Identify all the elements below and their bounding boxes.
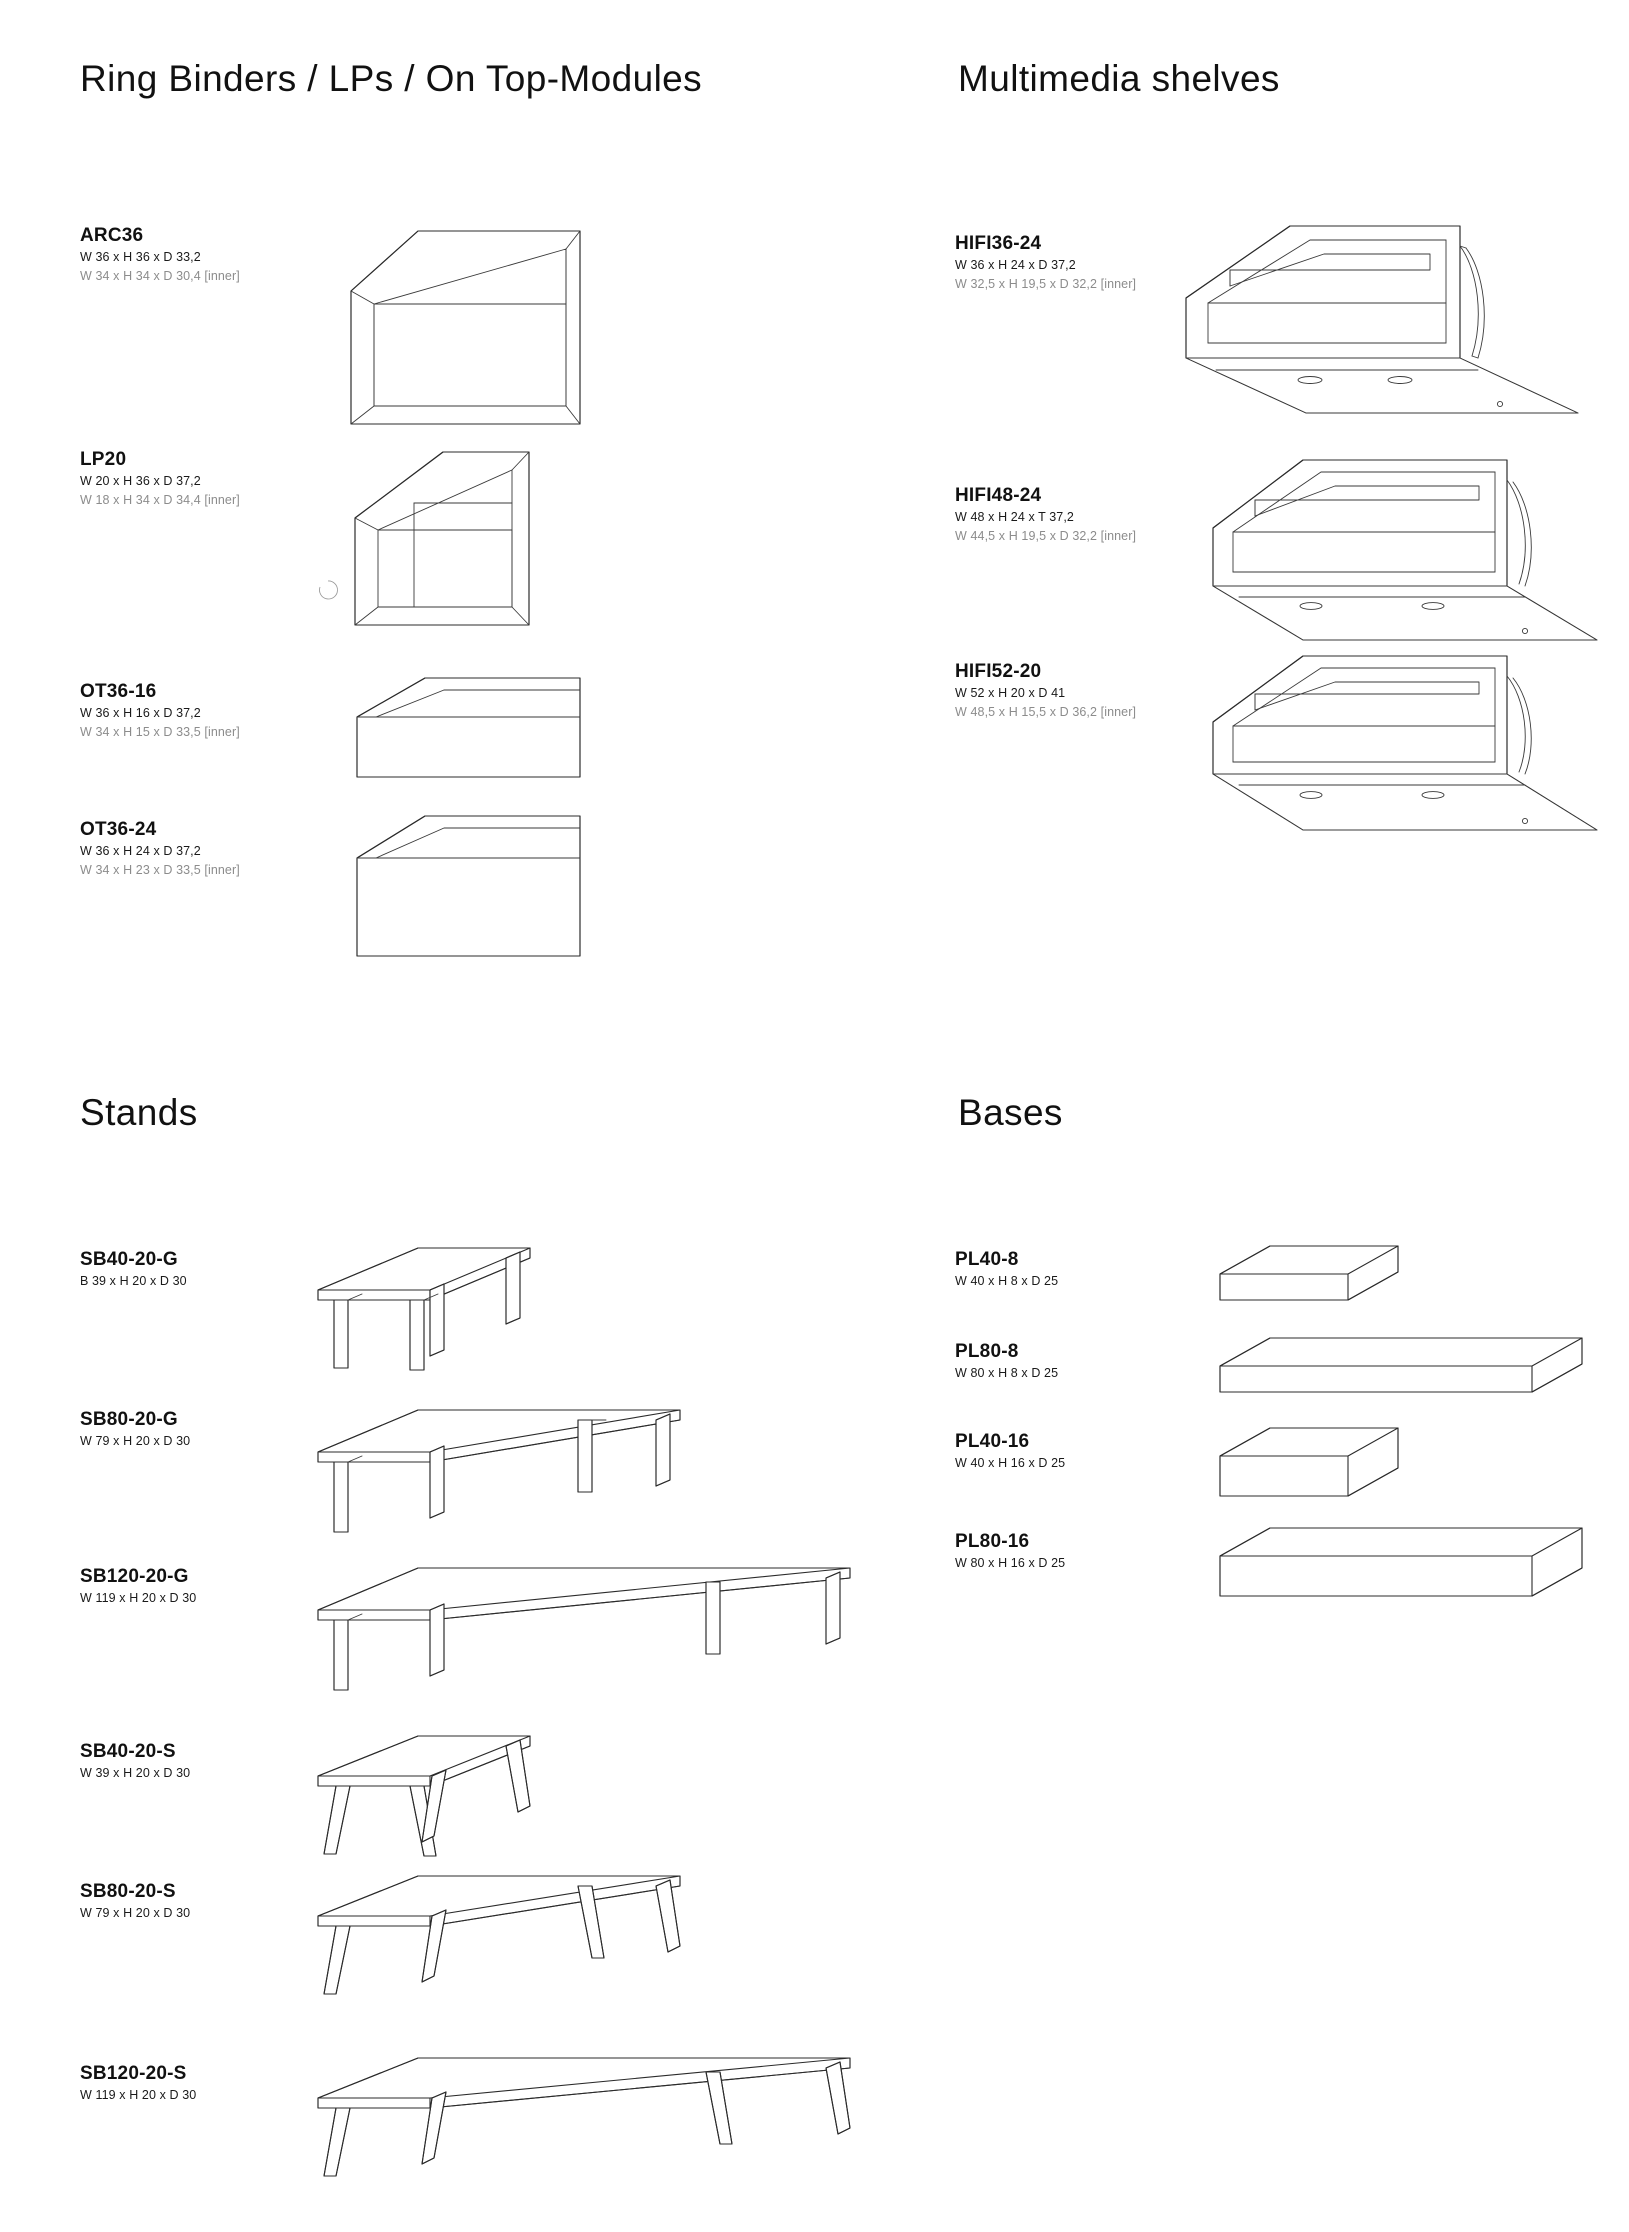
figure-sb80-20-s bbox=[310, 1870, 770, 2030]
figure-pl80-16 bbox=[1212, 1518, 1612, 1628]
item-dim-inner: W 34 x H 34 x D 30,4 [inner] bbox=[80, 268, 240, 283]
section-title-multimedia: Multimedia shelves bbox=[958, 58, 1280, 99]
item-code: PL40-16 bbox=[955, 1431, 1030, 1452]
figure-arc36 bbox=[338, 218, 598, 448]
item-dim-outer: W 80 x H 8 x D 25 bbox=[955, 1365, 1059, 1380]
item-label-lp20 bbox=[80, 448, 240, 509]
figure-lp20 bbox=[310, 440, 610, 660]
item-dim-outer: W 36 x H 24 x D 37,2 bbox=[80, 843, 201, 858]
figure-hifi36-24 bbox=[1178, 208, 1598, 428]
item-code: PL40-8 bbox=[955, 1249, 1019, 1270]
figure-pl40-8 bbox=[1212, 1238, 1512, 1328]
item-label-sb120-20-s bbox=[80, 2062, 196, 2105]
figure-pl80-8 bbox=[1212, 1330, 1612, 1420]
item-label-pl80-8 bbox=[955, 1340, 1058, 1383]
item-code: HIFI52-20 bbox=[955, 661, 1042, 682]
item-label-pl40-8 bbox=[955, 1248, 1058, 1291]
item-dim-outer: W 119 x H 20 x D 30 bbox=[80, 2087, 197, 2102]
item-label-sb120-20-g bbox=[80, 1565, 196, 1608]
figure-sb120-20-s bbox=[310, 2052, 910, 2222]
item-dim-outer: W 36 x H 24 x D 37,2 bbox=[955, 257, 1076, 272]
item-dim-outer: W 36 x H 16 x D 37,2 bbox=[80, 705, 201, 720]
figure-hifi48-24 bbox=[1207, 440, 1607, 660]
item-code: OT36-24 bbox=[80, 819, 157, 840]
item-label-sb40-20-g bbox=[80, 1248, 187, 1291]
item-dim-inner: W 34 x H 23 x D 33,5 [inner] bbox=[80, 862, 240, 877]
item-dim-inner: W 32,5 x H 19,5 x D 32,2 [inner] bbox=[955, 276, 1137, 291]
item-code: OT36-16 bbox=[80, 681, 157, 702]
item-code: SB80-20-G bbox=[80, 1409, 178, 1430]
item-dim-outer: W 48 x H 24 x T 37,2 bbox=[955, 509, 1074, 524]
item-dim-outer: W 36 x H 36 x D 33,2 bbox=[80, 249, 201, 264]
figure-sb120-20-g bbox=[310, 1558, 910, 1723]
item-code: SB80-20-S bbox=[80, 1881, 176, 1902]
figure-sb40-20-g bbox=[310, 1240, 640, 1405]
item-code: HIFI48-24 bbox=[955, 485, 1042, 506]
item-code: PL80-16 bbox=[955, 1531, 1030, 1552]
figure-ot36-24 bbox=[338, 808, 608, 978]
item-code: PL80-8 bbox=[955, 1341, 1019, 1362]
item-label-pl80-16 bbox=[955, 1530, 1065, 1573]
figure-pl40-16 bbox=[1212, 1418, 1512, 1528]
item-label-arc36 bbox=[80, 224, 240, 285]
item-dim-inner: W 44,5 x H 19,5 x D 32,2 [inner] bbox=[955, 528, 1137, 543]
item-label-sb80-20-s bbox=[80, 1880, 190, 1923]
figure-sb40-20-s bbox=[310, 1730, 640, 1890]
item-label-hifi36-24 bbox=[955, 232, 1136, 293]
figure-ot36-16 bbox=[338, 672, 608, 802]
figure-sb80-20-g bbox=[310, 1400, 770, 1565]
item-label-sb40-20-s bbox=[80, 1740, 190, 1783]
item-label-sb80-20-g bbox=[80, 1408, 190, 1451]
section-title-bases: Bases bbox=[958, 1092, 1063, 1133]
item-dim-outer: B 39 x H 20 x D 30 bbox=[80, 1273, 187, 1288]
item-label-hifi48-24 bbox=[955, 484, 1136, 545]
item-code: ARC36 bbox=[80, 225, 144, 246]
item-dim-inner: W 18 x H 34 x D 34,4 [inner] bbox=[80, 492, 240, 507]
item-dim-outer: W 52 x H 20 x D 41 bbox=[955, 685, 1066, 700]
item-dim-inner: W 48,5 x H 15,5 x D 36,2 [inner] bbox=[955, 704, 1137, 719]
item-label-pl40-16 bbox=[955, 1430, 1065, 1473]
item-dim-outer: W 20 x H 36 x D 37,2 bbox=[80, 473, 201, 488]
figure-hifi52-20 bbox=[1207, 638, 1607, 858]
item-dim-outer: W 79 x H 20 x D 30 bbox=[80, 1433, 191, 1448]
item-code: SB120-20-S bbox=[80, 2063, 187, 2084]
section-title-ring-binders: Ring Binders / LPs / On Top-Modules bbox=[80, 58, 703, 99]
item-code: LP20 bbox=[80, 449, 127, 470]
item-dim-outer: W 39 x H 20 x D 30 bbox=[80, 1765, 191, 1780]
item-dim-outer: W 40 x H 16 x D 25 bbox=[955, 1455, 1066, 1470]
item-label-hifi52-20 bbox=[955, 660, 1136, 721]
item-code: SB40-20-S bbox=[80, 1741, 176, 1762]
item-dim-outer: W 79 x H 20 x D 30 bbox=[80, 1905, 191, 1920]
item-dim-outer: W 80 x H 16 x D 25 bbox=[955, 1555, 1066, 1570]
item-dim-outer: W 40 x H 8 x D 25 bbox=[955, 1273, 1059, 1288]
item-code: SB40-20-G bbox=[80, 1249, 178, 1270]
item-code: SB120-20-G bbox=[80, 1566, 189, 1587]
item-dim-inner: W 34 x H 15 x D 33,5 [inner] bbox=[80, 724, 240, 739]
section-title-stands: Stands bbox=[80, 1092, 198, 1133]
item-code: HIFI36-24 bbox=[955, 233, 1042, 254]
item-label-ot36-24 bbox=[80, 818, 240, 879]
item-dim-outer: W 119 x H 20 x D 30 bbox=[80, 1590, 197, 1605]
item-label-ot36-16 bbox=[80, 680, 240, 741]
